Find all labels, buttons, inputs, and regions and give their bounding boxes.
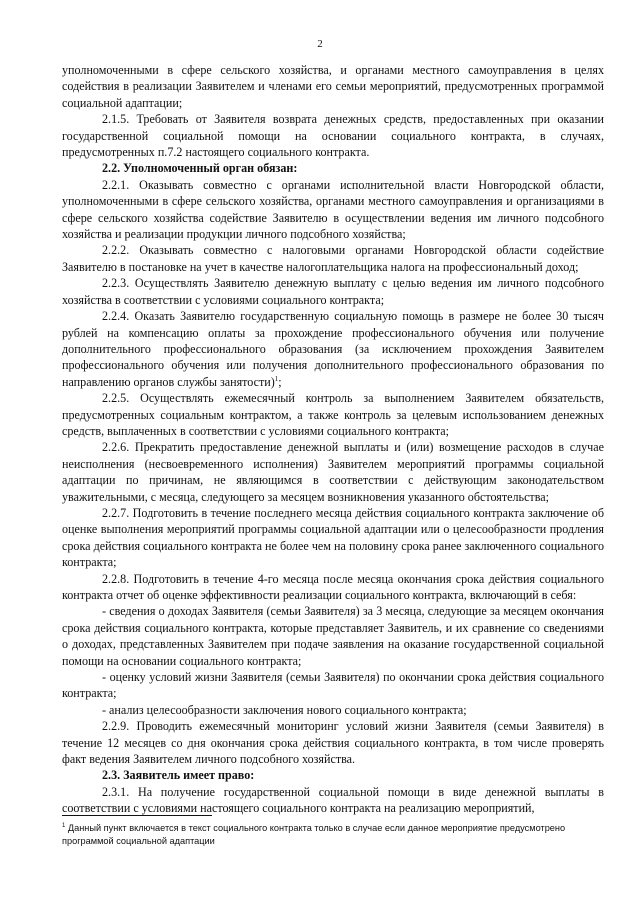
section-heading-2-2: 2.2. Уполномоченный орган обязан: [102,161,298,176]
footnote-reference: 1 [274,374,279,383]
page-number: 2 [317,38,323,50]
clause-2-2-4-text: 2.2.4. Оказать Заявителю государственную социальную помощь в размере не более 30 тысяч рублей на компенсацию оплаты за прохождение профессионального обучения или получение дополнительного профессионального образования (за исключением прохождения Заявителем профессионального обучения или получения дополнительного профессионального образования по направлению органов службы занятости) [62,309,604,389]
footnote-divider [62,815,212,816]
clause-2-1-5: 2.1.5. Требовать от Заявителя возврата денежных средств, предоставленных при оказании государственной социальной помощи на основании социального контракта, в случаях, предусмотренных п.7.2 настоящего социального контракта. [62,112,604,160]
list-item: - сведения о доходах Заявителя (семьи Заявителя) за 3 месяца, следующие за месяцем окончания срока действия социального контракта, которые представляет Заявитель, и их сравнение со сведениями о доходах, представленных Заявителем при подаче заявления на оказание государственной социальной помощи на основании социального контракта; [62,604,604,668]
clause-2-2-7: 2.2.7. Подготовить в течение последнего месяца действия социального контракта заключение об оценке выполнения мероприятий программы социальной адаптации или о целесообразности продления срока действия социального контракта не более чем на половину срока ранее заключенного социального контракта; [62,505,604,570]
clause-2-3-1: 2.3.1. На получение государственной социальной помощи в виде денежной выплаты в соответствии с условиями настоящего социального контракта на реализацию мероприятий, [62,784,604,816]
clause-2-2-8: 2.2.8. Подготовить в течение 4-го месяца после месяца окончания срока действия социального контракта отчет об оценке эффективности реализации социального контракта, включающий в себя: [62,571,604,602]
clause-2-2-4-end: ; [278,374,282,389]
clause-2-2-4 [62,308,604,390]
clause-2-2-2: 2.2.2. Оказывать совместно с налоговыми органами Новгородской области содействие Заявителю в постановке на учет в качестве налогоплательщика налога на профессиональный доход; [62,243,604,274]
clause-2-2-9: 2.2.9. Проводить ежемесячный мониторинг условий жизни Заявителя (семьи Заявителя) в течение 12 месяцев со дня окончания срока действия социального контракта, в том числе проверять факт ведения Заявителем личного подсобного хозяйства. [62,719,604,767]
clause-2-2-3: 2.2.3. Осуществлять Заявителю денежную выплату с целью ведения им личного подсобного хозяйства в соответствии с условиями социального контракта; [62,276,604,307]
footnote [62,822,604,848]
list-item: - оценку условий жизни Заявителя (семьи Заявителя) по окончании срока действия социального контракта; [62,670,604,701]
clause-2-2-1: 2.2.1. Оказывать совместно с органами исполнительной власти Новгородской области, уполномоченными в сфере сельского хозяйства, органами местного самоуправления и организациями в сфере сельского хозяйства содействие Заявителю в осуществлении ведения им личного подсобного хозяйства и реализации продукции личного подсобного хозяйства; [62,177,604,242]
document-body [62,62,604,817]
section-heading-2-3: 2.3. Заявитель имеет право: [102,768,255,783]
clause-2-2-6: 2.2.6. Прекратить предоставление денежной выплаты и (или) возмещение расходов в случае неисполнения (несвоевременного исполнения) Заявителем мероприятий программы социальной адаптации по причинам, не являющимся в соответствии с действующим законодательством уважительными, с месяца, следующего за месяцем возникновения указанного обстоятельства; [62,440,604,504]
footnote-text: Данный пункт включается в текст социального контракта только в случае если данное мероприятие предусмотрено программой социальной адаптации [62,823,566,846]
footnote-mark: 1 [62,822,66,829]
list-item: - анализ целесообразности заключения нового социального контракта; [102,702,467,717]
clause-2-2-5: 2.2.5. Осуществлять ежемесячный контроль за выполнением Заявителем обязательств, предусмотренных социальным контрактом, а также контроль за целевым использованием денежных средств, выплаченных в соответствии с условиями социального контракта; [62,391,604,438]
paragraph-continuation: уполномоченными в сфере сельского хозяйства, и органами местного самоуправления в целях содействия в реализации Заявителем и членами его семьи мероприятий, предусмотренных программой социальной адаптации; [62,63,604,110]
